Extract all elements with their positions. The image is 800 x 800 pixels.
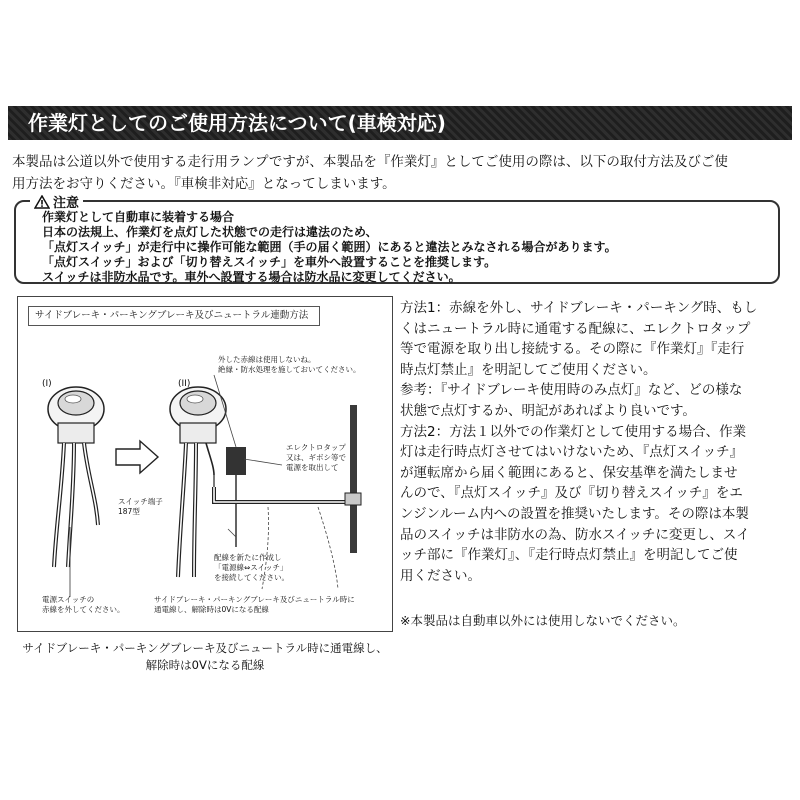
electro-tap bbox=[226, 447, 246, 475]
caution-title: 注意 bbox=[53, 196, 80, 211]
caution-line: 作業灯として自動車に装着する場合 bbox=[42, 210, 235, 224]
caution-text bbox=[42, 210, 772, 285]
caution-line: 日本の法規上、作業灯を点灯した状態での走行は違法のため、 bbox=[42, 225, 378, 239]
note-electro-tap: エレクトロタップ 又は、ギボシ等で 電源を取出して bbox=[286, 443, 346, 472]
transition-arrow bbox=[116, 441, 158, 473]
note-unused-red-wire: 外した赤線は使用しないね。 絶縁・防水処理を施しておいてください。 bbox=[218, 355, 361, 374]
figure-label-i: (I) bbox=[42, 379, 52, 389]
method-description bbox=[400, 298, 792, 586]
caution-heading bbox=[30, 192, 83, 211]
method-line: んので、『点灯スイッチ』及び『切り替えスイッチ』をエ bbox=[400, 485, 743, 502]
figure-label-ii: (II) bbox=[178, 379, 191, 389]
section-title: 作業灯としてのご使用方法について(車検対応) bbox=[28, 111, 446, 135]
method-line: 方法2：方法１以外での作業灯として使用する場合、作業 bbox=[400, 423, 747, 440]
note-brake-wire: サイドブレーキ・パーキングブレーキ及びニュートラル時に 通電線し、解除時は0Vになる配線 bbox=[154, 595, 355, 614]
intro-line: 本製品は公道以外で使用する走行用ランプですが、本製品を『作業灯』としてご使用の際は、以下の取付方法及びご使 bbox=[12, 154, 728, 170]
note-rewire: 配線を新たに作成し 「電源線⇔スイッチ」 を接続してください。 bbox=[214, 553, 289, 582]
figure-caption bbox=[20, 640, 390, 674]
method-line: 用ください。 bbox=[400, 567, 481, 584]
switch-illustration-1 bbox=[48, 387, 104, 597]
diagram-title: サイドブレーキ・パーキングブレーキ及びニュートラル連動方法 bbox=[35, 310, 309, 321]
method-line: 品のスイッチは非防水の為、防水スイッチに変更し、スイ bbox=[400, 526, 750, 543]
caption-line: サイドブレーキ・パーキングブレーキ及びニュートラル時に通電線し、 bbox=[22, 641, 388, 655]
caution-line: 「点灯スイッチ」が走行中に操作可能な範囲（手の届く範囲）にあると違法とみなされる場合があります。 bbox=[42, 240, 617, 254]
section-header-bar bbox=[8, 106, 792, 140]
power-harness-wire bbox=[350, 405, 357, 553]
footnote: ※本製品は自動車以外には使用しないでください。 bbox=[400, 613, 686, 628]
method-line: 等で電源を取り出し接続する。その際に『作業灯』『走行 bbox=[400, 341, 745, 358]
caption-line: 解除時は0Vになる配線 bbox=[145, 658, 265, 672]
method-line: 状態で点灯するか、明記があればより良いです。 bbox=[400, 402, 696, 419]
harness-connector bbox=[345, 493, 361, 505]
wiring-diagram bbox=[17, 296, 393, 632]
intro-line: 用方法をお守りください。『車検非対応』となってしまいます。 bbox=[12, 176, 396, 192]
note-remove-red-wire: 電源スイッチの 赤線を外してください。 bbox=[42, 595, 125, 614]
method-line: くはニュートラル時に通電する配線に、エレクトロタップ bbox=[400, 320, 751, 337]
method-line: 時点灯禁止』を明記してご使用ください。 bbox=[400, 361, 657, 378]
method-line: が運転席から届く範囲にあると、保安基準を満たしませ bbox=[400, 464, 738, 481]
intro-paragraph bbox=[12, 151, 792, 195]
note-switch-terminal: スイッチ端子 187型 bbox=[118, 497, 163, 516]
switch-illustration-2 bbox=[170, 387, 226, 577]
method-line: 灯は走行時点灯させてはいけないため、『点灯スイッチ』 bbox=[400, 444, 744, 461]
caution-line: 「点灯スイッチ」および「切り替えスイッチ」を車外へ設置することを推奨します。 bbox=[42, 255, 497, 269]
caution-box bbox=[14, 196, 780, 284]
method-line: 方法1：赤線を外し、サイドブレーキ・パーキング時、もし bbox=[400, 300, 758, 316]
method-line: 参考：『サイドブレーキ使用時のみ点灯』など、どの様な bbox=[400, 382, 743, 399]
warning-triangle-icon bbox=[34, 195, 50, 209]
method-line: ッチ部に『作業灯』、『走行時点灯禁止』を明記してご使 bbox=[400, 547, 738, 564]
method-line: ンジンルーム内への設置を推奨いたします。その際は本製 bbox=[400, 505, 749, 522]
caution-line: スイッチは非防水品です。車外へ設置する場合は防水品に変更してください。 bbox=[42, 270, 461, 284]
